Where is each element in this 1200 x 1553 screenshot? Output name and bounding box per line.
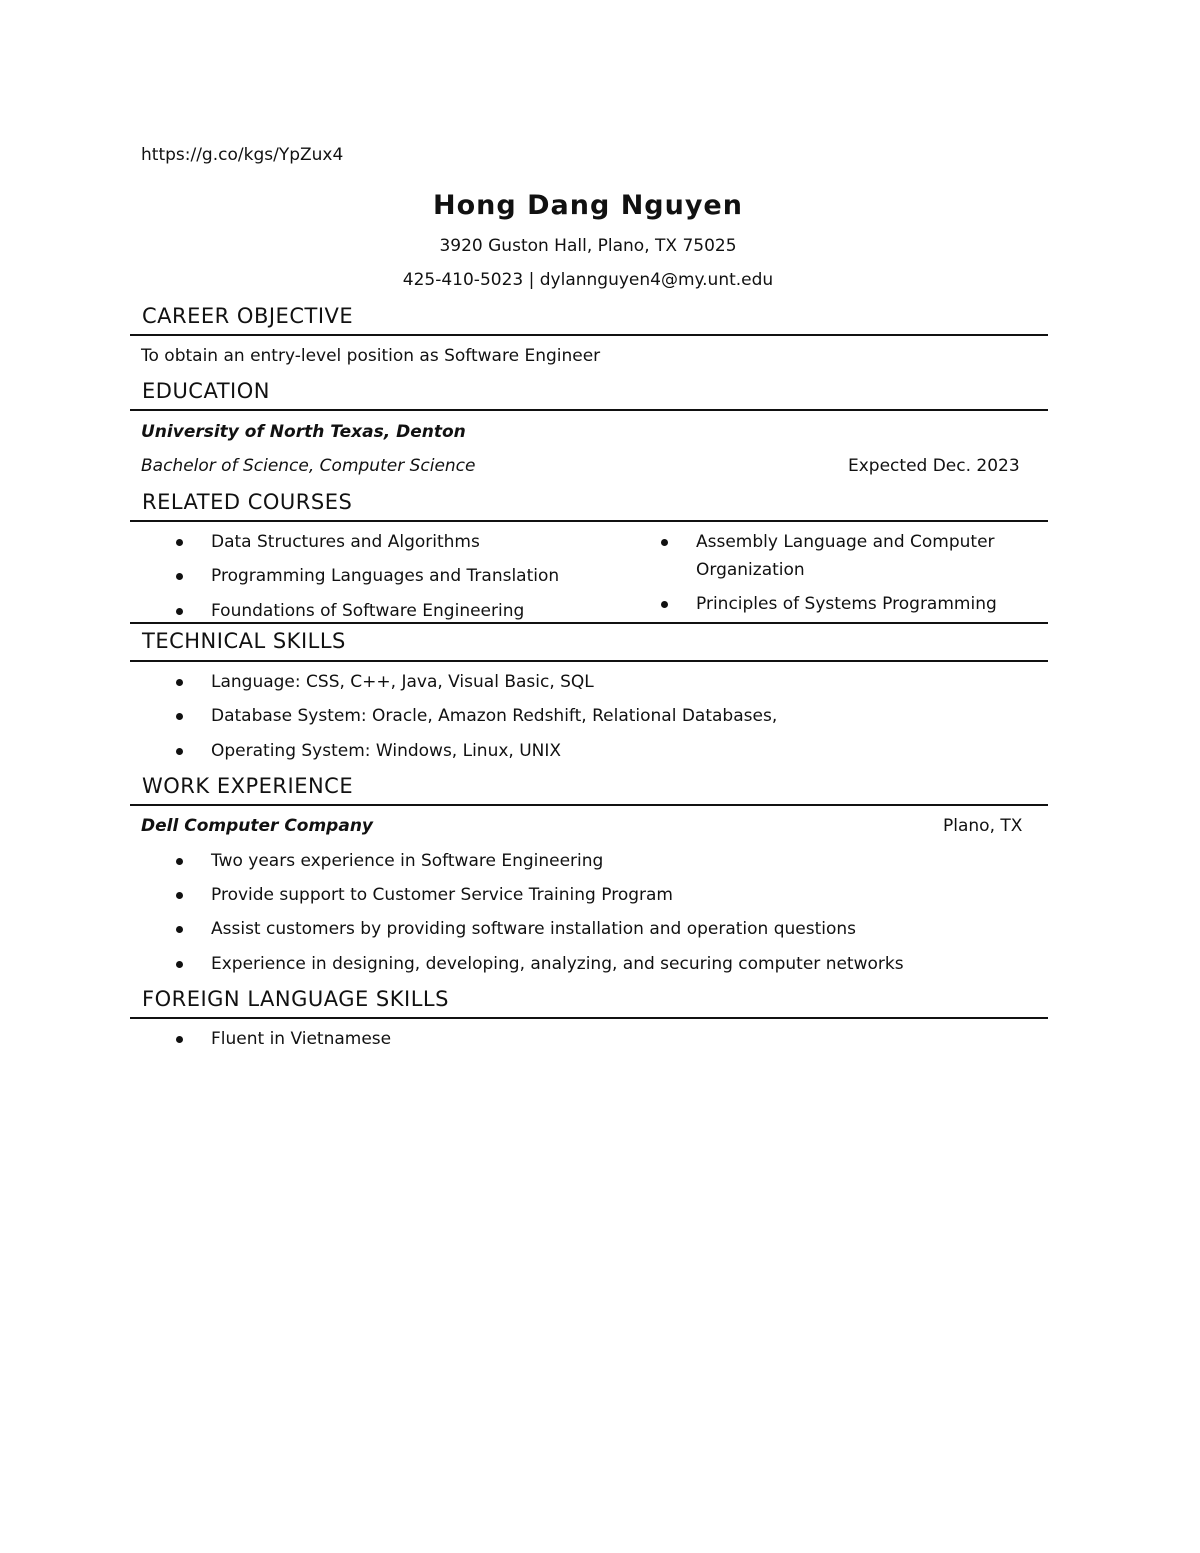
list-item-continuation: Organization <box>696 560 805 580</box>
technical-skills-heading: TECHNICAL SKILLS <box>142 629 346 653</box>
work-experience-heading: WORK EXPERIENCE <box>142 774 354 798</box>
bullet-icon <box>176 926 183 933</box>
list-item: Two years experience in Software Engineering <box>211 851 604 871</box>
related-courses-heading: RELATED COURSES <box>142 490 353 514</box>
candidate-name: Hong Dang Nguyen <box>433 190 743 221</box>
graduation-date: Expected Dec. 2023 <box>848 456 1020 476</box>
list-item: Language: CSS, C++, Java, Visual Basic, SQL <box>211 672 594 692</box>
list-item: Assist customers by providing software installation and operation questions <box>211 919 857 939</box>
education-heading: EDUCATION <box>142 379 270 403</box>
bullet-icon <box>176 713 183 720</box>
bullet-icon <box>176 892 183 899</box>
section-divider <box>130 334 1048 336</box>
school-name: University of North Texas, Denton <box>141 422 466 442</box>
list-item: Principles of Systems Programming <box>696 594 997 614</box>
bullet-icon <box>661 601 668 608</box>
degree: Bachelor of Science, Computer Science <box>141 456 476 476</box>
section-divider <box>130 409 1048 411</box>
section-divider <box>130 520 1048 522</box>
company-name: Dell Computer Company <box>141 816 374 836</box>
bullet-icon <box>661 539 668 546</box>
list-item: Programming Languages and Translation <box>211 566 560 586</box>
section-divider <box>130 622 1048 624</box>
bullet-icon <box>176 539 183 546</box>
foreign-language-heading: FOREIGN LANGUAGE SKILLS <box>142 987 449 1011</box>
bullet-icon <box>176 1036 183 1043</box>
career-objective-text: To obtain an entry-level position as Software Engineer <box>141 346 601 366</box>
bullet-icon <box>176 573 183 580</box>
list-item: Assembly Language and Computer <box>696 532 995 552</box>
profile-link[interactable]: https://g.co/kgs/YpZux4 <box>141 145 344 165</box>
bullet-icon <box>176 858 183 865</box>
section-divider <box>130 1017 1048 1019</box>
list-item: Foundations of Software Engineering <box>211 601 525 621</box>
bullet-icon <box>176 961 183 968</box>
career-objective-heading: CAREER OBJECTIVE <box>142 304 354 328</box>
list-item: Database System: Oracle, Amazon Redshift, Relational Databases, <box>211 706 778 726</box>
list-item: Operating System: Windows, Linux, UNIX <box>211 741 562 761</box>
bullet-icon <box>176 748 183 755</box>
list-item: Fluent in Vietnamese <box>211 1029 392 1049</box>
list-item: Experience in designing, developing, analyzing, and securing computer networks <box>211 954 904 974</box>
list-item: Data Structures and Algorithms <box>211 532 480 552</box>
bullet-icon <box>176 608 183 615</box>
list-item: Provide support to Customer Service Training Program <box>211 885 673 905</box>
company-location: Plano, TX <box>943 816 1023 836</box>
section-divider <box>130 660 1048 662</box>
bullet-icon <box>176 679 183 686</box>
address: 3920 Guston Hall, Plano, TX 75025 <box>439 236 737 256</box>
section-divider <box>130 804 1048 806</box>
contact-info: 425-410-5023 | dylannguyen4@my.unt.edu <box>402 270 774 290</box>
